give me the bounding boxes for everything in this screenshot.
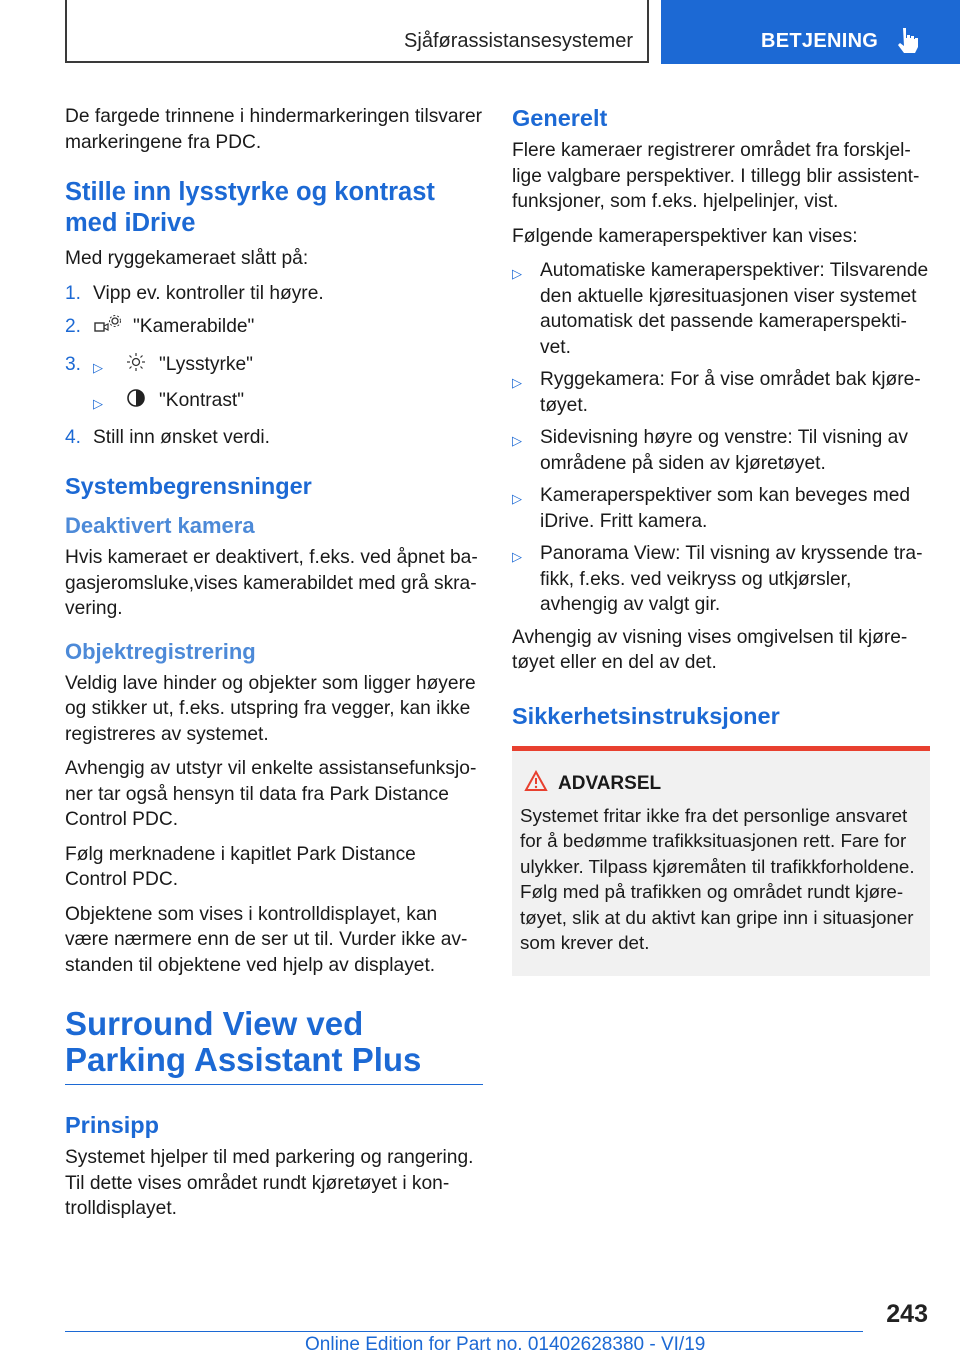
sun-icon: [121, 352, 151, 381]
step-text: Vipp ev. kontroller til høyre.: [93, 282, 324, 304]
warning-text: Systemet fritar ikke fra det personlige ansvaret for å bedømme trafikksituasjonen rett. Fare for ulykker. Tilpass kjøremåten til trafikkforholdene. Følg med på trafikken og området rundt kjøretøyet, slik at du aktivt kan gripe inn i situasjoner som krever det.: [520, 804, 915, 953]
step-3: [65, 352, 483, 381]
list-item: [512, 258, 930, 360]
step-number: 4.: [65, 426, 82, 448]
principle-text: Systemet hjelper til med parkering og rangering. Til dette vises området rundt kjøretøyet i kontrolldisplayet.: [65, 1147, 474, 1219]
triangle-bullet-icon: ▷: [93, 359, 103, 375]
step-text: "Kontrast": [159, 390, 245, 411]
right-column: [512, 104, 930, 976]
heading-deactivated-camera: Deaktivert kamera: [65, 513, 255, 538]
step-3b: [65, 388, 483, 417]
list-item-text: Ryggekamera: For å vise området bak kjøretøyet.: [540, 369, 921, 416]
step-number: 3.: [65, 353, 82, 375]
list-item-text: Sidevisning høyre og venstre: Til visning av områdene på siden av kjøretøyet.: [540, 427, 908, 474]
camera-settings-icon: [93, 314, 123, 344]
step-text: "Lysstyrke": [159, 353, 253, 375]
header-section-box: [65, 0, 649, 63]
triangle-bullet-icon: ▷: [512, 433, 522, 448]
object-paragraph-4: Objektene som vises i kontrolldisplayet, kan være nærmere enn de ser ut til. Vurder ikke avstanden til objektene ved hjelp av displayet.: [65, 903, 468, 976]
triangle-bullet-icon: ▷: [512, 549, 522, 564]
step-number: 2.: [65, 316, 82, 337]
step-1: [65, 281, 483, 307]
heading-object-detection: Objektregistrering: [65, 638, 256, 664]
step-number: [65, 388, 93, 417]
step-4: [65, 425, 483, 451]
list-item: [512, 367, 930, 418]
footer-divider: [65, 1331, 863, 1332]
step-number: 1.: [65, 282, 82, 304]
triangle-bullet-icon: ▷: [93, 396, 103, 411]
object-paragraph-3: Følg merknadene i kapitlet Park Distance Control PDC.: [65, 843, 416, 890]
chapter-tab[interactable]: [661, 0, 960, 64]
general-paragraph-2: Følgende kameraperspektiver kan vises:: [512, 225, 858, 247]
object-paragraph-1: Veldig lave hinder og objekter som ligger høyere og stikker ut, f.eks. utspring fra vegger, kan ikke registreres av systemet.: [65, 672, 476, 745]
list-item-text: Panorama View: Til visning av kryssende trafikk, f.eks. ved veikryss og utkjørsler, avhengig av valgt gir.: [540, 543, 923, 615]
list-item-text: Kameraperspektiver som kan beveges med iDrive. Fritt kamera.: [540, 485, 911, 532]
triangle-bullet-icon: ▷: [512, 266, 522, 281]
heading-safety: Sikkerhetsinstruksjoner: [512, 702, 780, 729]
left-column: [65, 104, 483, 1231]
list-item-text: Automatiske kameraperspektiver: Tilsvarende den aktuelle kjøresituasjonen viser systemet automatisk det passende kameraperspektivet.: [540, 260, 929, 358]
warning-title: [558, 773, 920, 795]
general-paragraph-1: Flere kameraer registrerer området fra forskjellige valgbare perspektiver. I tillegg blir assistentfunksjoner, som f.eks. hjelpelinjer, vist.: [512, 140, 920, 212]
list-item: [512, 425, 930, 476]
footer-edition: Online Edition for Part no. 01402628380 - VI/19: [305, 1334, 706, 1355]
section-title: Sjåførassistansesystemer: [404, 30, 633, 52]
step-2: [65, 314, 483, 344]
list-item: [512, 541, 930, 618]
heading-principle: Prinsipp: [65, 1112, 160, 1138]
step-text: "Kamerabilde": [133, 316, 255, 337]
general-paragraph-3: Avhengig av visning vises omgivelsen til kjøretøyet eller en del av det.: [512, 626, 908, 673]
chapter-tab-label: BETJENING: [761, 30, 879, 52]
heading-brightness: Stille inn lysstyrke og kontrast med iDrive: [65, 178, 435, 237]
camera-on-text: Med ryggekameraet slått på:: [65, 248, 309, 269]
triangle-bullet-icon: ▷: [512, 375, 522, 390]
heading-general: Generelt: [512, 105, 608, 131]
warning-box: [512, 746, 930, 976]
step-text: Still inn ønsket verdi.: [93, 426, 271, 448]
deactivated-text: Hvis kameraet er deaktivert, f.eks. ved åpnet bagasjeromsluke,vises kamerabildet med grå skravering.: [65, 547, 478, 619]
intro-paragraph: De fargede trinnene i hindermarkeringen tilsvarer markeringene fra PDC.: [65, 106, 483, 153]
triangle-bullet-icon: ▷: [512, 491, 522, 506]
page-number: 243: [886, 1300, 928, 1328]
warning-title-text: ADVARSEL: [558, 772, 662, 794]
warning-triangle-icon: [524, 770, 548, 792]
pointing-hand-icon: [895, 26, 921, 54]
heading-surround-view: Surround View ved Parking Assistant Plus: [65, 1006, 483, 1085]
list-item: [512, 483, 930, 534]
object-paragraph-2: Avhengig av utstyr vil enkelte assistansefunksjoner tar også hensyn til data fra Park Distance Control PDC.: [65, 758, 477, 830]
contrast-icon: [121, 388, 151, 417]
heading-system-limits: Systembegrensninger: [65, 473, 312, 499]
